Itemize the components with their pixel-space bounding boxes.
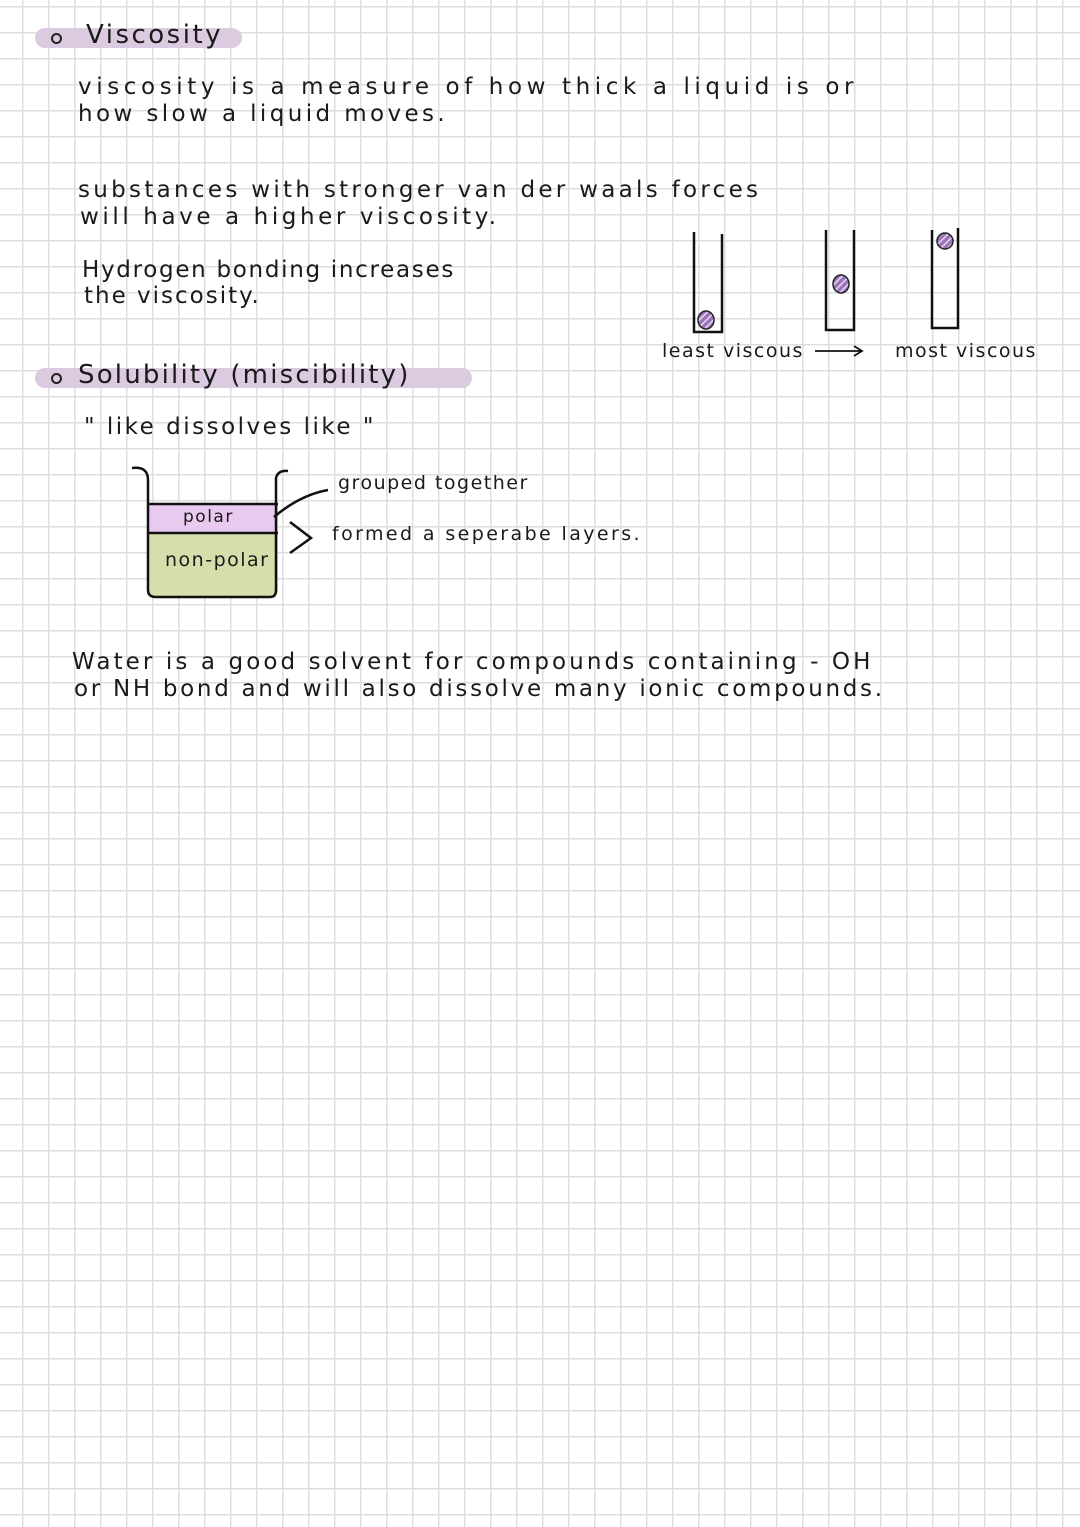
heading-solubility: Solubility (miscibility): [78, 360, 411, 390]
note-grouped-together: grouped together: [338, 472, 529, 494]
layer-label-non-polar: non-polar: [165, 549, 270, 571]
hbond-line-2: the viscosity.: [84, 283, 261, 309]
label-most-viscous: most viscous: [895, 340, 1037, 362]
vdw-line-2: will have a higher viscosity.: [80, 204, 500, 230]
hbond-line-1: Hydrogen bonding increases: [82, 257, 456, 283]
note-separate-layers: formed a seperabe layers.: [332, 523, 642, 545]
water-line-1: Water is a good solvent for compounds containing - OH: [72, 649, 874, 675]
definition-line-1: viscosity is a measure of how thick a liquid is or: [78, 74, 859, 100]
quote-like-dissolves-like: " like dissolves like ": [84, 414, 376, 440]
label-least-viscous: least viscous: [662, 340, 804, 362]
vdw-line-1: substances with stronger van der waals forces: [78, 177, 762, 203]
definition-line-2: how slow a liquid moves.: [78, 101, 449, 127]
layer-label-polar: polar: [183, 507, 234, 527]
water-line-2: or NH bond and will also dissolve many ionic compounds.: [74, 676, 885, 702]
heading-viscosity: Viscosity: [86, 20, 224, 50]
